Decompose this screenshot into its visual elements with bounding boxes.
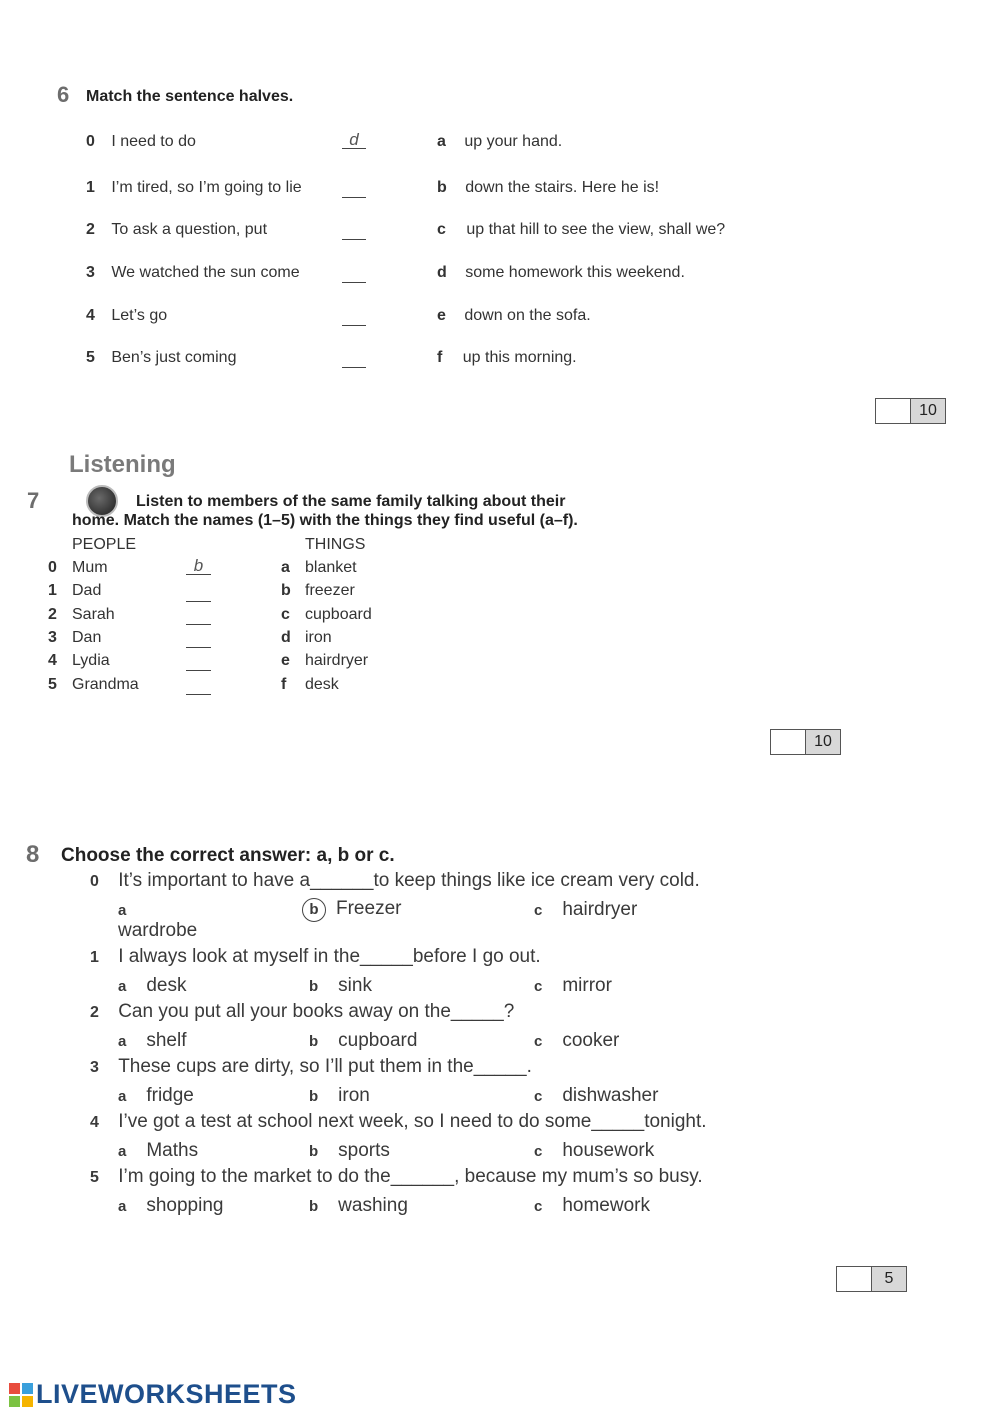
exercise-7-number: 7: [27, 488, 40, 513]
question-3: 3 These cups are dirty, so I’ll put them in the_____.: [90, 1056, 532, 1077]
question-0: 0 It’s important to have a______to keep things like ice cream very cold.: [90, 870, 700, 891]
option-b[interactable]: b sink: [309, 975, 372, 996]
list-item: 4 Let’s go: [86, 307, 168, 324]
list-item: 4 Lydia: [48, 652, 110, 669]
exercise-8-number: 8: [26, 841, 40, 868]
option-c[interactable]: c housework: [534, 1140, 655, 1161]
exercise-7-instruction-line2: home. Match the names (1–5) with the things they find useful (a–f).: [72, 512, 578, 529]
question-1: 1 I always look at myself in the_____before I go out.: [90, 946, 541, 967]
question-blank[interactable]: ______: [390, 1166, 455, 1187]
answer-field-dan[interactable]: [186, 629, 211, 648]
answer-field-grandma[interactable]: [186, 676, 211, 695]
list-item: a up your hand.: [437, 133, 563, 150]
list-item: 5 Grandma: [48, 676, 139, 693]
list-item: 1 I’m tired, so I’m going to lie: [86, 179, 302, 196]
list-item: f desk: [281, 676, 339, 693]
option-c[interactable]: c dishwasher: [534, 1085, 659, 1106]
option-b[interactable]: b sports: [309, 1140, 390, 1161]
list-item: f up this morning.: [437, 349, 577, 366]
list-item: e down on the sofa.: [437, 307, 591, 324]
list-item: a blanket: [281, 559, 357, 576]
score-max: 10: [911, 399, 945, 423]
liveworksheets-logo-text[interactable]: LIVEWORKSHEETS: [36, 1379, 297, 1409]
list-item: 0 Mum: [48, 559, 108, 576]
list-item: 1 Dad: [48, 582, 102, 599]
score-max: 10: [806, 730, 840, 754]
list-item: d some homework this weekend.: [437, 264, 685, 281]
things-header: THINGS: [305, 536, 366, 553]
question-4: 4 I’ve got a test at school next week, so I need to do some_____tonight.: [90, 1111, 707, 1132]
list-item: b freezer: [281, 582, 355, 599]
answer-field-0[interactable]: d: [342, 130, 366, 149]
list-item: 2 To ask a question, put: [86, 221, 268, 238]
option-a-text: wardrobe: [118, 920, 198, 941]
option-a[interactable]: a desk: [118, 975, 187, 996]
question-blank[interactable]: _____: [360, 946, 413, 967]
question-blank[interactable]: ______: [310, 870, 374, 891]
exercise-6-number: 6: [57, 82, 70, 107]
list-item: b down the stairs. Here he is!: [437, 179, 660, 196]
selected-answer-circle: b: [302, 898, 326, 922]
answer-field-dad[interactable]: [186, 583, 211, 602]
option-a[interactable]: a shelf: [118, 1030, 187, 1051]
score-input[interactable]: [876, 399, 911, 423]
option-c[interactable]: c mirror: [534, 975, 612, 996]
answer-field-3[interactable]: [342, 264, 366, 283]
option-a[interactable]: a: [118, 902, 127, 919]
list-item: 2 Sarah: [48, 606, 115, 623]
score-input[interactable]: [837, 1267, 872, 1291]
option-c[interactable]: c homework: [534, 1195, 650, 1216]
question-blank[interactable]: _____: [450, 1001, 504, 1022]
option-b[interactable]: b Freezer: [302, 898, 401, 922]
answer-field-5[interactable]: [342, 349, 366, 368]
option-b[interactable]: b iron: [309, 1085, 370, 1106]
score-max: 5: [872, 1267, 906, 1291]
list-item: c up that hill to see the view, shall we?: [437, 221, 726, 238]
option-c[interactable]: c hairdryer: [534, 899, 638, 920]
option-a[interactable]: a shopping: [118, 1195, 224, 1216]
question-blank[interactable]: _____: [591, 1111, 645, 1132]
score-box-exercise-8: [836, 1266, 907, 1292]
section-heading-listening: Listening: [69, 451, 176, 478]
people-header: PEOPLE: [72, 536, 137, 553]
answer-field-mum[interactable]: b: [186, 556, 211, 575]
score-box-exercise-7: [770, 729, 841, 755]
answer-field-1[interactable]: [342, 179, 366, 198]
option-b[interactable]: b cupboard: [309, 1030, 418, 1051]
list-item: d iron: [281, 629, 332, 646]
list-item: 5 Ben’s just coming: [86, 349, 237, 366]
answer-field-4[interactable]: [342, 307, 366, 326]
list-item: c cupboard: [281, 606, 372, 623]
score-box-exercise-6: [875, 398, 946, 424]
score-input[interactable]: [771, 730, 806, 754]
option-a[interactable]: a fridge: [118, 1085, 194, 1106]
option-a[interactable]: a Maths: [118, 1140, 199, 1161]
option-c[interactable]: c cooker: [534, 1030, 620, 1051]
exercise-8-instruction: Choose the correct answer: a, b or c.: [61, 845, 395, 866]
question-2: 2 Can you put all your books away on the_____?: [90, 1001, 515, 1022]
question-5: 5 I’m going to the market to do the______, because my mum’s so busy.: [90, 1166, 703, 1187]
list-item: 3 We watched the sun come: [86, 264, 300, 281]
list-item: 0 I need to do: [86, 133, 196, 150]
list-item: e hairdryer: [281, 652, 369, 669]
question-blank[interactable]: _____: [473, 1056, 527, 1077]
liveworksheets-logo-icon: [8, 1382, 34, 1408]
answer-field-sarah[interactable]: [186, 606, 211, 625]
exercise-7-instruction-line1: Listen to members of the same family talking about their: [136, 493, 566, 510]
exercise-6-instruction: Match the sentence halves.: [86, 88, 294, 105]
answer-field-lydia[interactable]: [186, 652, 211, 671]
option-b[interactable]: b washing: [309, 1195, 408, 1216]
answer-field-2[interactable]: [342, 221, 366, 240]
list-item: 3 Dan: [48, 629, 102, 646]
